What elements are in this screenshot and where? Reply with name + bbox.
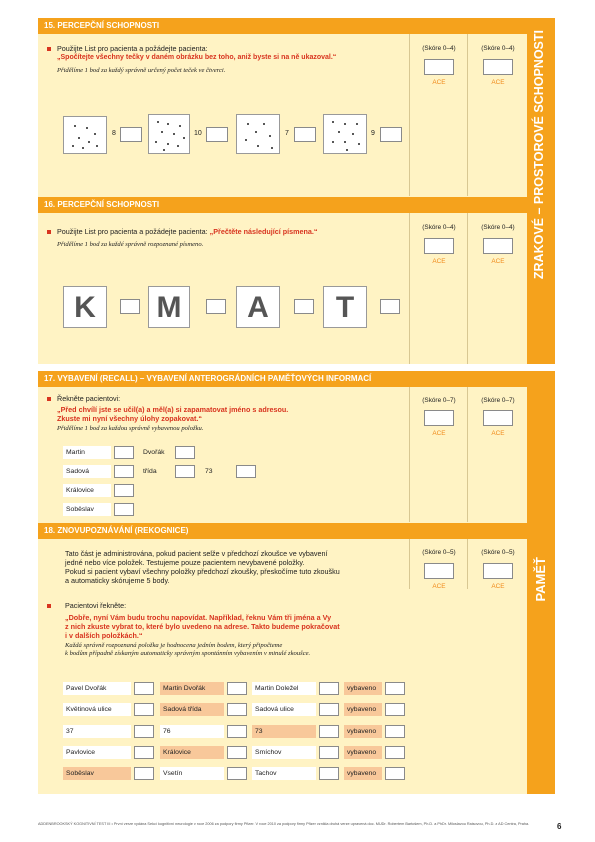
recall-word: Sadová bbox=[63, 465, 111, 478]
recall-word: třída bbox=[143, 468, 157, 475]
score-box-1[interactable] bbox=[424, 563, 454, 579]
intro-line-2: jedné nebo více položek. Testujeme pouze pacientem nevybavené položky. bbox=[65, 558, 305, 567]
ace-label: ACE bbox=[432, 79, 446, 86]
score-block: (Skóre 0–7) bbox=[422, 397, 456, 404]
instruction-text: Řekněte pacientovi: bbox=[57, 394, 121, 403]
recall-box[interactable] bbox=[114, 503, 134, 516]
recognition-box[interactable] bbox=[319, 725, 339, 738]
ace-label: ACE bbox=[432, 430, 446, 437]
recognition-box[interactable] bbox=[227, 746, 247, 759]
ace-label: ACE bbox=[491, 583, 505, 590]
letter-image-t: T bbox=[323, 286, 367, 328]
patient-quote: „Spočítejte všechny tečky v daném obrázku bez toho, aniž byste si na ně ukazoval.“ bbox=[57, 54, 337, 61]
side-label-visuospatial: ZRAKOVÉ – PROSTOROVÉ SCHOPNOSTI bbox=[527, 18, 555, 364]
score-block: (Skóre 0–4) bbox=[481, 45, 515, 52]
table-cell: 37 bbox=[63, 725, 131, 738]
letter-answer-box-4[interactable] bbox=[380, 299, 400, 314]
recognition-box[interactable] bbox=[319, 682, 339, 695]
letter-image-k: K bbox=[63, 286, 107, 328]
ace-label: ACE bbox=[491, 258, 505, 265]
recall-word: Martin bbox=[63, 446, 111, 459]
recognition-box[interactable] bbox=[385, 703, 405, 716]
table-cell: vybaveno bbox=[344, 725, 382, 738]
table-cell: vybaveno bbox=[344, 767, 382, 780]
dot-count-label: 9 bbox=[371, 130, 375, 137]
scoring-note: Přidělíme 1 bod za každou správně vybavenou položku. bbox=[57, 425, 204, 432]
recognition-box[interactable] bbox=[385, 767, 405, 780]
table-cell: Tachov bbox=[252, 767, 316, 780]
table-cell: vybaveno bbox=[344, 703, 382, 716]
table-cell: 76 bbox=[160, 725, 224, 738]
patient-quote-line-2: z nich zkuste vybrat to, které bylo uvedeno na adrese. Takto budeme pokračovat bbox=[65, 622, 340, 631]
section-16-title: 16. PERCEPČNÍ SCHOPNOSTI bbox=[38, 197, 527, 213]
page-number: 6 bbox=[557, 822, 562, 831]
recall-word: Dvořák bbox=[143, 449, 165, 456]
score-block: (Skóre 0–4) bbox=[481, 224, 515, 231]
recall-box[interactable] bbox=[175, 465, 195, 478]
score-box-1[interactable] bbox=[424, 238, 454, 254]
table-cell: Smíchov bbox=[252, 746, 316, 759]
instruction-text: Pacientovi řekněte: bbox=[65, 601, 127, 610]
side-label-memory: PAMĚŤ bbox=[527, 371, 555, 794]
scoring-note-line-2: k bodům případně získaným automaticky správným spontánním vybavením v minulé zkoušce. bbox=[65, 650, 311, 657]
ace-label: ACE bbox=[491, 430, 505, 437]
table-cell: Vsetín bbox=[160, 767, 224, 780]
recognition-box[interactable] bbox=[385, 725, 405, 738]
letter-image-a: A bbox=[236, 286, 280, 328]
recognition-box[interactable] bbox=[227, 682, 247, 695]
recognition-box[interactable] bbox=[227, 725, 247, 738]
dot-answer-box-1[interactable] bbox=[120, 127, 142, 142]
dot-answer-box-4[interactable] bbox=[380, 127, 402, 142]
recognition-box[interactable] bbox=[134, 703, 154, 716]
recognition-box[interactable] bbox=[134, 682, 154, 695]
bullet-icon bbox=[47, 230, 51, 234]
scoring-note: Přidělíme 1 bod za každé správně rozpoznané písmeno. bbox=[57, 241, 204, 248]
score-box-1[interactable] bbox=[424, 59, 454, 75]
recognition-box[interactable] bbox=[134, 746, 154, 759]
score-box-2[interactable] bbox=[483, 410, 513, 426]
patient-quote-line-3: i v dalších položkách.“ bbox=[65, 631, 143, 640]
instruction-text: Použijte List pro pacienta a požádejte pacienta: bbox=[57, 44, 208, 53]
ace-label: ACE bbox=[432, 583, 446, 590]
recall-word: 73 bbox=[205, 468, 213, 475]
table-cell: vybaveno bbox=[344, 682, 382, 695]
instruction-text: Použijte List pro pacienta a požádejte pacienta: „Přečtěte následující písmena.“ bbox=[57, 227, 318, 236]
dot-image-1 bbox=[63, 116, 107, 154]
dot-count-label: 10 bbox=[194, 130, 202, 137]
section-18-title: 18. ZNOVUPOZNÁVÁNÍ (REKOGNICE) bbox=[38, 523, 527, 539]
recall-box[interactable] bbox=[114, 484, 134, 497]
patient-quote-line-1: „Před chvílí jste se učil(a) a měl(a) si zapamatovat jméno s adresou. bbox=[57, 405, 289, 414]
recall-box[interactable] bbox=[175, 446, 195, 459]
recognition-box[interactable] bbox=[134, 725, 154, 738]
ace-label: ACE bbox=[491, 79, 505, 86]
table-cell: Pavlovice bbox=[63, 746, 131, 759]
table-cell: Sadová ulice bbox=[252, 703, 316, 716]
recognition-box[interactable] bbox=[227, 767, 247, 780]
score-box-2[interactable] bbox=[483, 563, 513, 579]
section-15-title: 15. PERCEPČNÍ SCHOPNOSTI bbox=[38, 18, 527, 34]
recognition-box[interactable] bbox=[227, 703, 247, 716]
table-cell: vybaveno bbox=[344, 746, 382, 759]
intro-line-4: a automaticky skórujeme 5 body. bbox=[65, 576, 170, 585]
table-cell: Královice bbox=[160, 746, 224, 759]
letter-answer-box-2[interactable] bbox=[206, 299, 226, 314]
score-box-2[interactable] bbox=[483, 238, 513, 254]
recognition-box[interactable] bbox=[385, 746, 405, 759]
letter-image-m: M bbox=[148, 286, 190, 328]
recognition-box[interactable] bbox=[134, 767, 154, 780]
table-cell: Martin Doležel bbox=[252, 682, 316, 695]
dot-image-4 bbox=[323, 114, 367, 154]
dot-answer-box-2[interactable] bbox=[206, 127, 228, 142]
score-block: (Skóre 0–4) bbox=[422, 224, 456, 231]
recognition-box[interactable] bbox=[319, 746, 339, 759]
recall-word: Královice bbox=[63, 484, 111, 497]
ace-label: ACE bbox=[432, 258, 446, 265]
patient-quote: „Přečtěte následující písmena.“ bbox=[209, 227, 318, 236]
dot-count-label: 7 bbox=[285, 130, 289, 137]
recognition-box[interactable] bbox=[319, 703, 339, 716]
recall-box[interactable] bbox=[114, 446, 134, 459]
score-block: (Skóre 0–5) bbox=[422, 549, 456, 556]
score-block: (Skóre 0–5) bbox=[481, 549, 515, 556]
letter-answer-box-1[interactable] bbox=[120, 299, 140, 314]
dot-image-2 bbox=[148, 114, 190, 154]
bullet-icon bbox=[47, 47, 51, 51]
score-block: (Skóre 0–7) bbox=[481, 397, 515, 404]
scoring-note: Přidělíme 1 bod za každý správně určený počet teček ve čtverci. bbox=[57, 67, 226, 74]
table-cell: Sadová třída bbox=[160, 703, 224, 716]
table-cell: Květinová ulice bbox=[63, 703, 131, 716]
score-box-1[interactable] bbox=[424, 410, 454, 426]
bullet-icon bbox=[47, 397, 51, 401]
table-cell: 73 bbox=[252, 725, 316, 738]
recall-box[interactable] bbox=[236, 465, 256, 478]
section-17-title: 17. VYBAVENÍ (RECALL) – VYBAVENÍ ANTEROGRÁDNÍCH PAMĚŤOVÝCH INFORMACÍ bbox=[38, 371, 527, 387]
score-box-2[interactable] bbox=[483, 59, 513, 75]
intro-line-3: Pokud si pacient vybaví všechny položky předchozí zkoušky, přeskočíme tuto zkoušku bbox=[65, 567, 340, 576]
score-block: (Skóre 0–4) bbox=[422, 45, 456, 52]
table-cell: Soběslav bbox=[63, 767, 131, 780]
recognition-box[interactable] bbox=[319, 767, 339, 780]
patient-quote-line-1: „Dobře, nyní Vám budu trochu napovídat. Například, řeknu Vám tři jména a Vy bbox=[65, 613, 332, 622]
scoring-note-line-1: Každá správně rozpoznaná položka je hodnocena jedním bodem, který připočteme bbox=[65, 642, 283, 649]
patient-quote-line-2: Zkuste mi nyní všechny úlohy zopakovat.“ bbox=[57, 414, 202, 423]
table-cell: Martin Dvořák bbox=[160, 682, 224, 695]
recall-box[interactable] bbox=[114, 465, 134, 478]
table-cell: Pavel Dvořák bbox=[63, 682, 131, 695]
footer-note: ADDENBROOKSKÝ KOGNITIVNÍ TEST III • První verze vydána Sekcí kognitivní neurologie v roce 2006 za podpory firmy Pfizer. V roce 2010 za podpory firmy Pfizer vznikla druhá verze upravená doc. MUDr. Robertem Bartošem, Ph.D. a PhDr. Miloslavou Raisovou, Ph.D. z AD Centra, Praha. bbox=[38, 822, 530, 826]
recognition-box[interactable] bbox=[385, 682, 405, 695]
intro-line-1: Tato část je administrována, pokud pacient selže v předchozí zkoušce ve vybavení bbox=[65, 549, 328, 558]
bullet-icon bbox=[47, 604, 51, 608]
dot-count-label: 8 bbox=[112, 130, 116, 137]
dot-image-3 bbox=[236, 114, 280, 154]
recall-word: Soběslav bbox=[63, 503, 111, 516]
dot-answer-box-3[interactable] bbox=[294, 127, 316, 142]
letter-answer-box-3[interactable] bbox=[294, 299, 314, 314]
